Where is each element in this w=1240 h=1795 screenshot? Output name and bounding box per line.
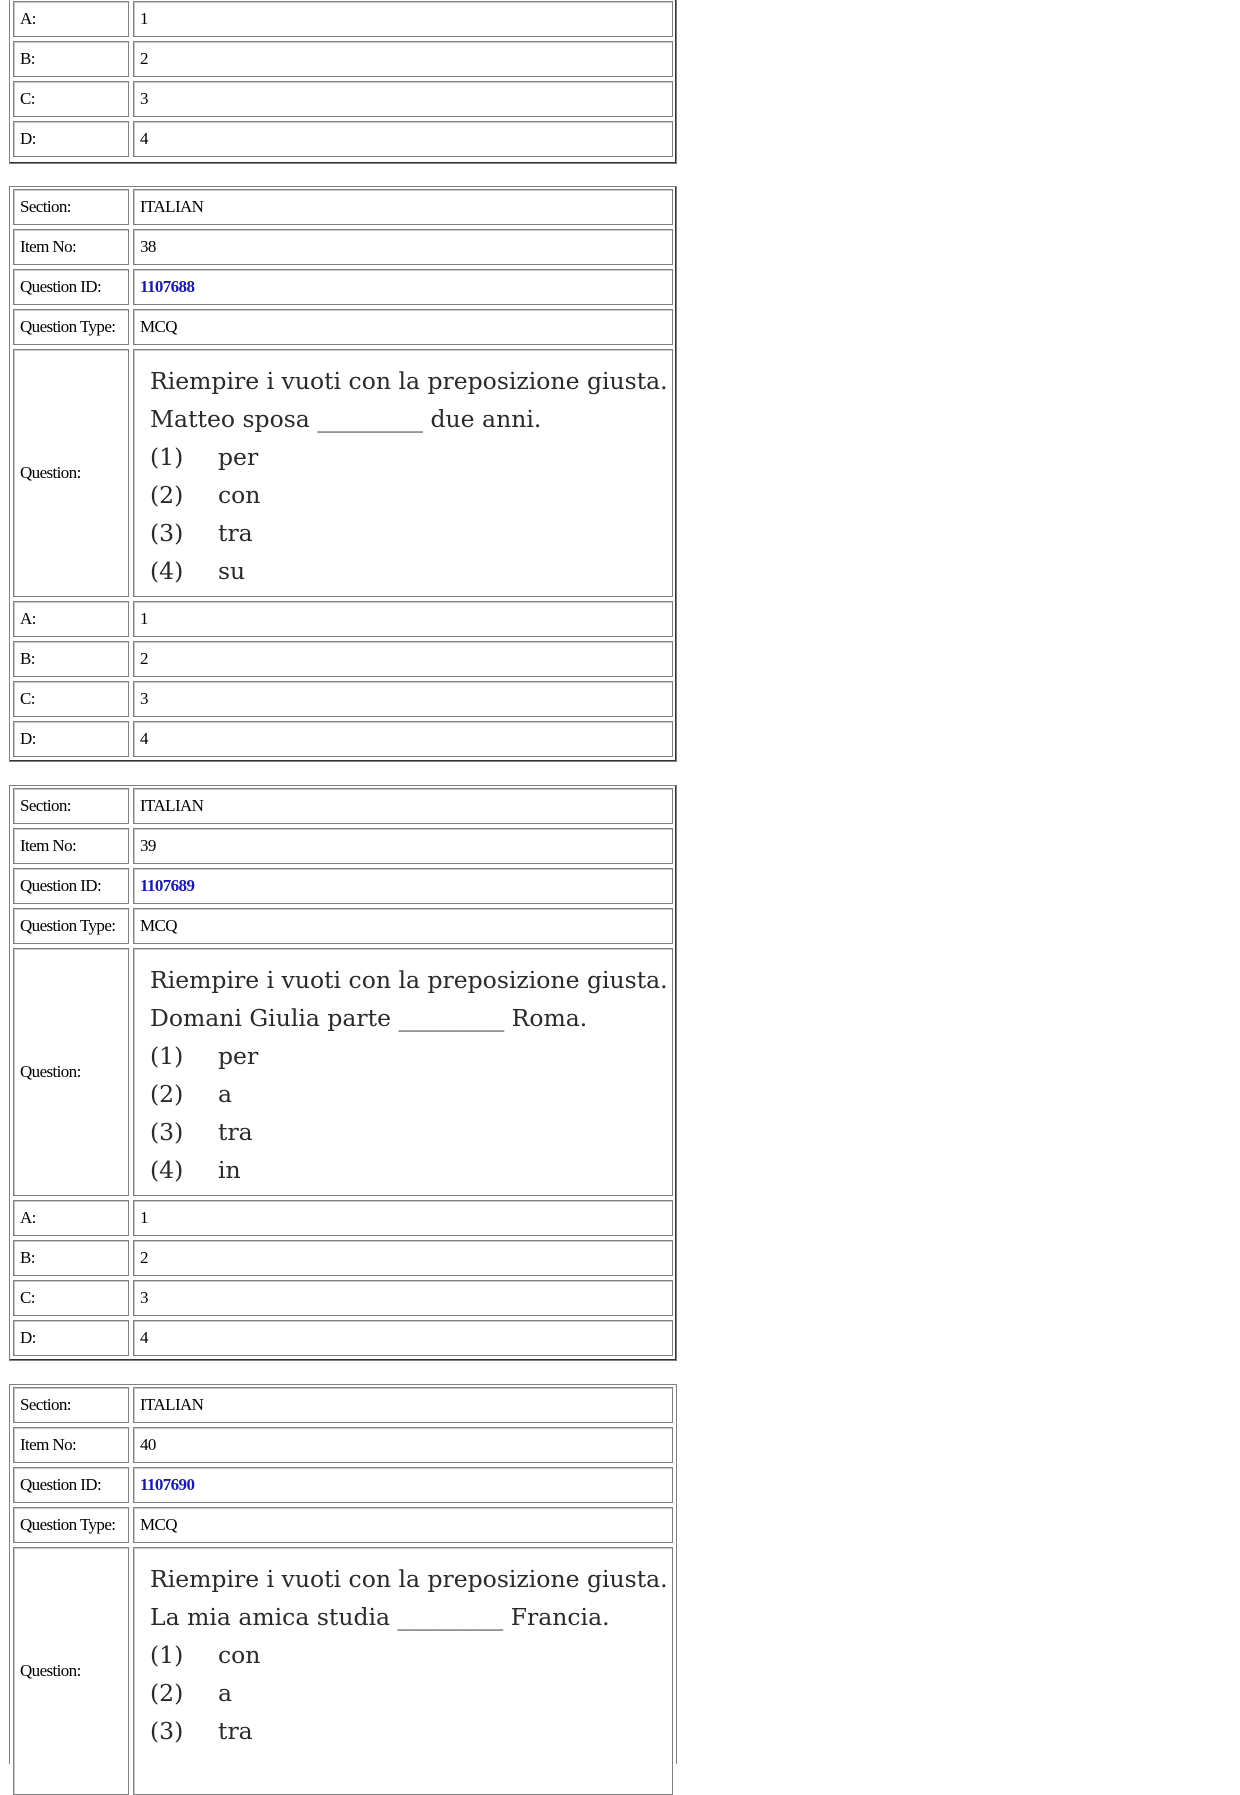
question-option bbox=[150, 438, 258, 476]
question-table-38 bbox=[9, 186, 677, 762]
question-label: Question: bbox=[13, 1547, 129, 1795]
answer-d-label: D: bbox=[13, 721, 129, 757]
answer-b-value: 2 bbox=[133, 641, 673, 677]
question-type-value: MCQ bbox=[133, 1507, 673, 1543]
option-number: (1) bbox=[150, 1641, 184, 1669]
question-option bbox=[150, 1075, 232, 1113]
question-option bbox=[150, 1674, 232, 1712]
option-text: tra bbox=[218, 1717, 253, 1745]
answer-b-label: B: bbox=[13, 1240, 129, 1276]
answer-d-value: 4 bbox=[133, 1320, 673, 1356]
option-text: a bbox=[218, 1679, 233, 1707]
option-number: (3) bbox=[150, 1118, 184, 1146]
answer-c-value: 3 bbox=[133, 681, 673, 717]
item-no-value: 40 bbox=[133, 1427, 673, 1463]
question-type-value: MCQ bbox=[133, 908, 673, 944]
option-text: con bbox=[218, 481, 261, 509]
question-label: Question: bbox=[13, 349, 129, 597]
section-label: Section: bbox=[13, 788, 129, 824]
option-number: (3) bbox=[150, 1717, 184, 1745]
question-table-40 bbox=[9, 1384, 677, 1764]
answer-b-label: B: bbox=[13, 41, 129, 77]
question-sentence: Domani Giulia parte _________ Roma. bbox=[150, 1004, 588, 1032]
answer-b-value: 2 bbox=[133, 41, 673, 77]
answer-a-value: 1 bbox=[133, 601, 673, 637]
answer-c-label: C: bbox=[13, 81, 129, 117]
question-option bbox=[150, 1151, 241, 1189]
question-sentence: La mia amica studia _________ Francia. bbox=[150, 1603, 610, 1631]
option-number: (1) bbox=[150, 1042, 184, 1070]
question-label: Question: bbox=[13, 948, 129, 1196]
question-option bbox=[150, 1037, 258, 1075]
option-number: (4) bbox=[150, 557, 184, 585]
question-id-value: 1107689 bbox=[133, 868, 673, 904]
answer-d-value: 4 bbox=[133, 121, 673, 157]
item-no-label: Item No: bbox=[13, 828, 129, 864]
option-number: (2) bbox=[150, 1080, 184, 1108]
question-table-partial bbox=[9, 0, 677, 164]
answer-b-label: B: bbox=[13, 641, 129, 677]
question-option bbox=[150, 552, 245, 590]
question-option bbox=[150, 476, 260, 514]
item-no-value: 38 bbox=[133, 229, 673, 265]
option-text: tra bbox=[218, 1118, 253, 1146]
answer-a-label: A: bbox=[13, 1, 129, 37]
option-text: a bbox=[218, 1080, 233, 1108]
option-number: (4) bbox=[150, 1156, 184, 1184]
item-no-label: Item No: bbox=[13, 229, 129, 265]
question-id-value: 1107690 bbox=[133, 1467, 673, 1503]
option-text: con bbox=[218, 1641, 261, 1669]
option-number: (1) bbox=[150, 443, 184, 471]
question-table-39 bbox=[9, 785, 677, 1361]
option-number: (3) bbox=[150, 519, 184, 547]
option-number: (2) bbox=[150, 1679, 184, 1707]
option-text: tra bbox=[218, 519, 253, 547]
question-image bbox=[133, 349, 673, 597]
section-value: ITALIAN bbox=[133, 788, 673, 824]
question-option bbox=[150, 1636, 260, 1674]
question-id-label: Question ID: bbox=[13, 269, 129, 305]
option-text: in bbox=[218, 1156, 241, 1184]
answer-a-value: 1 bbox=[133, 1, 673, 37]
answer-a-label: A: bbox=[13, 601, 129, 637]
question-sentence: Matteo sposa _________ due anni. bbox=[150, 405, 542, 433]
question-instruction: Riempire i vuoti con la preposizione giusta. bbox=[150, 367, 668, 395]
question-type-label: Question Type: bbox=[13, 1507, 129, 1543]
question-instruction: Riempire i vuoti con la preposizione giusta. bbox=[150, 966, 668, 994]
answer-c-label: C: bbox=[13, 1280, 129, 1316]
question-type-label: Question Type: bbox=[13, 908, 129, 944]
option-number: (2) bbox=[150, 481, 184, 509]
question-type-label: Question Type: bbox=[13, 309, 129, 345]
section-label: Section: bbox=[13, 1387, 129, 1423]
item-no-value: 39 bbox=[133, 828, 673, 864]
option-text: per bbox=[218, 1042, 259, 1070]
item-no-label: Item No: bbox=[13, 1427, 129, 1463]
question-option bbox=[150, 1113, 253, 1151]
question-option bbox=[150, 514, 253, 552]
answer-c-label: C: bbox=[13, 681, 129, 717]
section-value: ITALIAN bbox=[133, 1387, 673, 1423]
section-label: Section: bbox=[13, 189, 129, 225]
answer-d-value: 4 bbox=[133, 721, 673, 757]
question-option bbox=[150, 1712, 253, 1750]
answer-d-label: D: bbox=[13, 121, 129, 157]
question-image bbox=[133, 948, 673, 1196]
option-text: per bbox=[218, 443, 259, 471]
section-value: ITALIAN bbox=[133, 189, 673, 225]
question-id-label: Question ID: bbox=[13, 868, 129, 904]
answer-c-value: 3 bbox=[133, 81, 673, 117]
option-text: su bbox=[218, 557, 246, 585]
answer-a-value: 1 bbox=[133, 1200, 673, 1236]
question-id-value: 1107688 bbox=[133, 269, 673, 305]
answer-a-label: A: bbox=[13, 1200, 129, 1236]
answer-b-value: 2 bbox=[133, 1240, 673, 1276]
question-instruction: Riempire i vuoti con la preposizione giusta. bbox=[150, 1565, 668, 1593]
answer-d-label: D: bbox=[13, 1320, 129, 1356]
answer-c-value: 3 bbox=[133, 1280, 673, 1316]
question-image bbox=[133, 1547, 673, 1795]
question-id-label: Question ID: bbox=[13, 1467, 129, 1503]
question-type-value: MCQ bbox=[133, 309, 673, 345]
